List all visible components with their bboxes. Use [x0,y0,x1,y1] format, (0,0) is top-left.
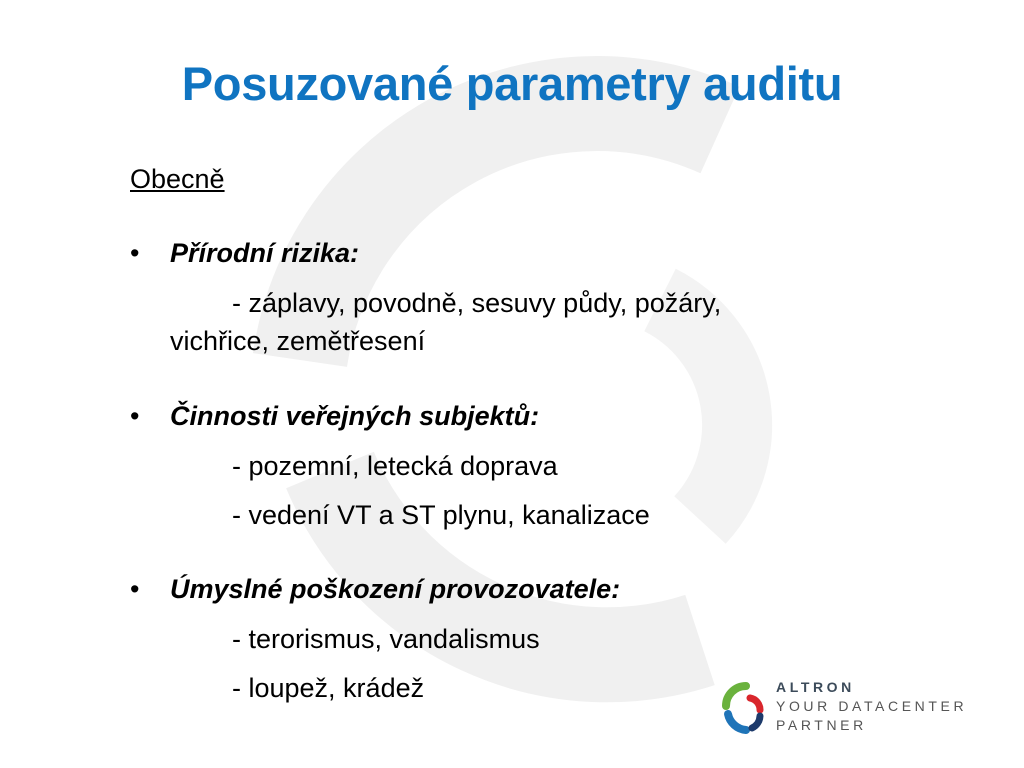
section-line: - terorismus, vandalismus [232,624,540,654]
slide-title: Posuzované parametry auditu [181,57,843,110]
logo-text [776,678,967,735]
subheading: Obecně [130,164,225,194]
logo-tagline: YOUR DATACENTER [776,698,968,714]
section-line: - záplavy, povodně, sesuvy půdy, požáry, [232,288,722,318]
altron-logo-icon [716,680,772,736]
section-line: - loupež, krádež [232,673,425,703]
section-line: - pozemní, letecká doprava [232,451,558,481]
logo-tagline: PARTNER [776,717,867,733]
logo-brand: ALTRON [776,679,855,695]
section-line: vichřice, zemětřesení [170,326,426,356]
bullet-icon: • [130,401,140,431]
section-heading: Přírodní rizika: [170,238,360,268]
section-heading: Úmyslné poškození provozovatele: [170,574,621,604]
bullet-icon: • [130,238,140,268]
altron-logo [716,676,1006,736]
section-line: - vedení VT a ST plynu, kanalizace [232,500,650,530]
section-heading: Činnosti veřejných subjektů: [170,401,540,431]
bullet-icon: • [130,574,140,604]
